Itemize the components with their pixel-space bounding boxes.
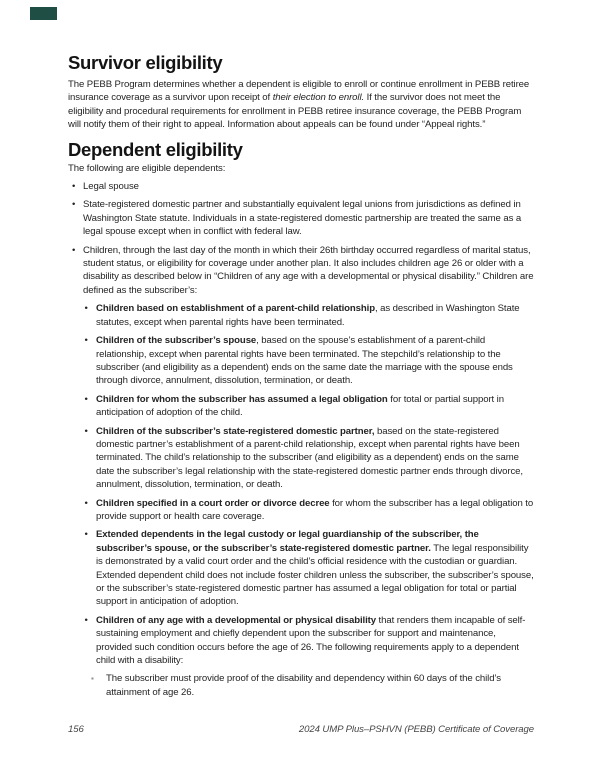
bullet-icon: • bbox=[84, 529, 88, 541]
list-item-text: The subscriber must provide proof of the disability and dependency within 60 days of the child’s attainment of age 26. bbox=[106, 673, 501, 698]
disability-requirements-sublist bbox=[91, 672, 534, 699]
list-item-bold-text: Children of the subscriber’s state-registered domestic partner, bbox=[96, 425, 375, 437]
list-item-bold-text: Children based on establishment of a parent-child relationship bbox=[96, 303, 375, 315]
list-item-domestic-partner-children bbox=[85, 425, 535, 492]
list-item-text bbox=[91, 614, 534, 699]
list-item-disability-children bbox=[85, 614, 535, 699]
list-item-bold-text: Children for whom the subscriber has assumed a legal obligation bbox=[96, 393, 388, 405]
bullet-icon: • bbox=[72, 244, 76, 256]
list-item-legal-spouse bbox=[68, 180, 534, 193]
bullet-icon: • bbox=[72, 181, 76, 193]
list-item-rest-text: based on the state-registered domestic partner’s establishment of a parent-child relationship, except when parental rights have been terminated. The child’s relationship to the subscriber (and eligibility as a dependent) ends on the same date the subscriber’s legal relationship with the state-registered domestic partner ends through divorce, annulment, dissolution, termination, or death. bbox=[96, 425, 523, 491]
list-item-assumed-legal-obligation bbox=[85, 393, 535, 420]
bullet-icon: • bbox=[84, 303, 88, 315]
children-sublist bbox=[85, 302, 535, 699]
list-item-subscribers-spouse-children bbox=[85, 334, 535, 388]
bullet-icon: • bbox=[84, 425, 88, 437]
list-item-parent-child-relationship bbox=[85, 302, 535, 329]
list-item-rest-text: , based on the spouse’s establishment of a parent-child relationship, except when parental rights have been terminated. The stepchild’s relationship to the subscriber (and eligibility as a dependent) ends on the same date the marriage with the spouse ends through divorce, annulment, dissolution, termination, or death. bbox=[96, 335, 513, 387]
bullet-icon: • bbox=[84, 335, 88, 347]
page-footer bbox=[68, 724, 534, 735]
list-item-rest-text: that renders them incapable of self-sustaining employment and chiefly dependent upon the subscriber for support and maintenance, provided such condition occurs before the age of 26. The following requirements apply to a dependent child with a disability: bbox=[96, 614, 526, 667]
square-bullet-icon: ▪ bbox=[91, 674, 94, 684]
list-item-text bbox=[83, 244, 534, 700]
list-item-bold-text: Children of the subscriber’s spouse bbox=[96, 335, 257, 347]
bullet-icon: • bbox=[84, 614, 88, 626]
page-content bbox=[68, 53, 534, 699]
list-item-text bbox=[96, 302, 534, 329]
list-item-rest-text: The legal responsibility is demonstrated by a valid court order and the child’s official residence with the custodian or guardian. Extended dependent child does not include foster children unless the subscriber, the subscriber’s spouse, or the subscriber’s state-registered domestic partner has assumed a legal obligation for total or partial support in anticipation of adoption. bbox=[96, 542, 534, 608]
bullet-icon: • bbox=[72, 199, 76, 211]
list-item-bold-text: Extended dependents in the legal custody or legal guardianship of the subscriber, the subscriber’s spouse, or the subscriber’s state-registered domestic partner. bbox=[96, 529, 479, 554]
page-number: 156 bbox=[68, 724, 84, 735]
survivor-eligibility-paragraph bbox=[68, 78, 534, 132]
dependent-eligibility-intro: The following are eligible dependents: bbox=[68, 162, 226, 174]
list-item-rest-text: , as described in Washington State statutes, except when parental rights have been terminated. bbox=[96, 303, 520, 328]
list-item-court-order-children bbox=[85, 497, 535, 524]
list-item-bold-text: Children of any age with a developmental or physical disability bbox=[96, 614, 376, 626]
list-item-text: State-registered domestic partner and substantially equivalent legal unions from jurisdictions as defined in Washington State statute. Individuals in a state-registered domestic partnership are treated the same as a legal spouse except when in conflict with federal law. bbox=[83, 199, 522, 238]
list-item-text bbox=[96, 393, 534, 420]
paragraph-italic-text: their election to enroll. bbox=[272, 92, 365, 104]
survivor-eligibility-heading: Survivor eligibility bbox=[68, 52, 223, 73]
list-item-domestic-partner bbox=[68, 198, 534, 238]
bullet-icon: • bbox=[84, 393, 88, 405]
list-item-text: Legal spouse bbox=[83, 181, 139, 193]
paragraph-text: If the survivor does not meet the eligibility and procedural requirements for enrollment in PEBB retiree insurance coverage, the PEBB Program will notify them of their right to appeal. Information about appeals can be found under “Appeal rights.” bbox=[68, 92, 522, 131]
dependent-eligibility-heading: Dependent eligibility bbox=[68, 138, 243, 160]
dependent-list bbox=[68, 180, 534, 699]
list-item-rest-text: for whom the subscriber has a legal obligation to provide support or health care coverage. bbox=[96, 497, 534, 522]
list-item-disability-proof bbox=[91, 672, 534, 699]
list-item-text bbox=[96, 334, 534, 388]
list-item-rest-text: for total or partial support in anticipation of adoption of the child. bbox=[96, 393, 504, 419]
list-item-bold-text: Children specified in a court order or divorce decree bbox=[96, 497, 330, 509]
list-item-lead-text: Children, through the last day of the month in which their 26th birthday occurred regardless of marital status, student status, or eligibility for coverage under another plan. It also includes children age 26 or older with a disability as described below in “Children of any age with a developmental or physical disability.” Children are defined as the subscriber’s: bbox=[83, 244, 534, 296]
footer-document-title: 2024 UMP Plus–PSHVN (PEBB) Certificate of Coverage bbox=[298, 724, 534, 735]
page-corner-tab bbox=[30, 7, 57, 20]
list-item-text bbox=[96, 425, 534, 492]
list-item-extended-dependents bbox=[85, 528, 535, 608]
list-item-text bbox=[96, 528, 534, 608]
list-item-children bbox=[68, 244, 534, 700]
list-item-text bbox=[96, 497, 534, 524]
paragraph-text: The PEBB Program determines whether a dependent is eligible to enroll or continue enrollment in PEBB retiree insurance coverage as a survivor upon receipt of bbox=[68, 79, 530, 104]
bullet-icon: • bbox=[84, 497, 88, 509]
